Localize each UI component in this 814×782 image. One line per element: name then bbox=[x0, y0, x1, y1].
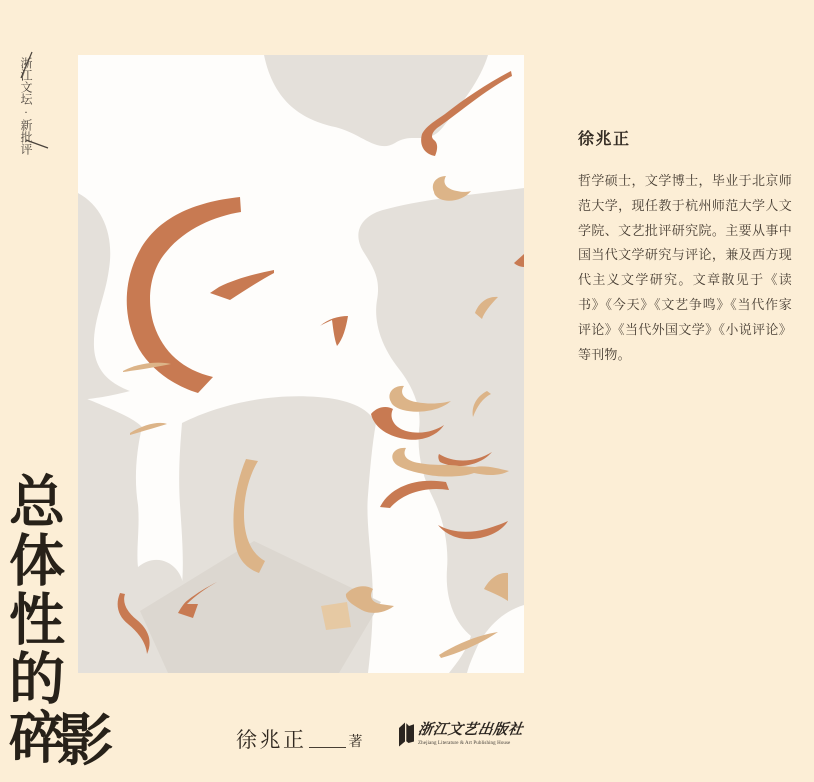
main-title-last-char: 影 bbox=[57, 711, 113, 773]
abstract-art-canvas bbox=[78, 55, 524, 673]
publisher-text bbox=[418, 721, 523, 746]
book-icon bbox=[398, 721, 415, 748]
byline-role: 著 bbox=[348, 735, 363, 750]
byline-underline bbox=[309, 747, 346, 748]
publisher-name-en: Zhejiang Literature & Art Publishing House bbox=[418, 741, 511, 746]
publisher-logo bbox=[398, 721, 523, 748]
byline bbox=[236, 728, 363, 752]
art-panel bbox=[78, 55, 524, 673]
main-title-column: 总体性的碎 bbox=[1, 472, 63, 767]
byline-author-name: 徐兆正 bbox=[236, 728, 307, 752]
author-name-heading: 徐兆正 bbox=[578, 131, 631, 148]
brush-stroke bbox=[321, 602, 351, 630]
series-tag: 浙江文坛·新批评 bbox=[19, 57, 33, 155]
author-intro-block bbox=[578, 126, 792, 367]
publisher-name-cn: 浙江文艺出版社 bbox=[416, 722, 525, 738]
author-bio-text: 哲学硕士，文学博士，毕业于北京师范大学，现任教于杭州师范大学人文学院、文艺批评研究院。主要从事中国当代文学研究与评论，兼及西方现代主义文学研究。文章散见于《读书》《今天》《文艺争鸣》《当代作家评论》《当代外国文学》《小说评论》等刊物。 bbox=[578, 173, 792, 362]
